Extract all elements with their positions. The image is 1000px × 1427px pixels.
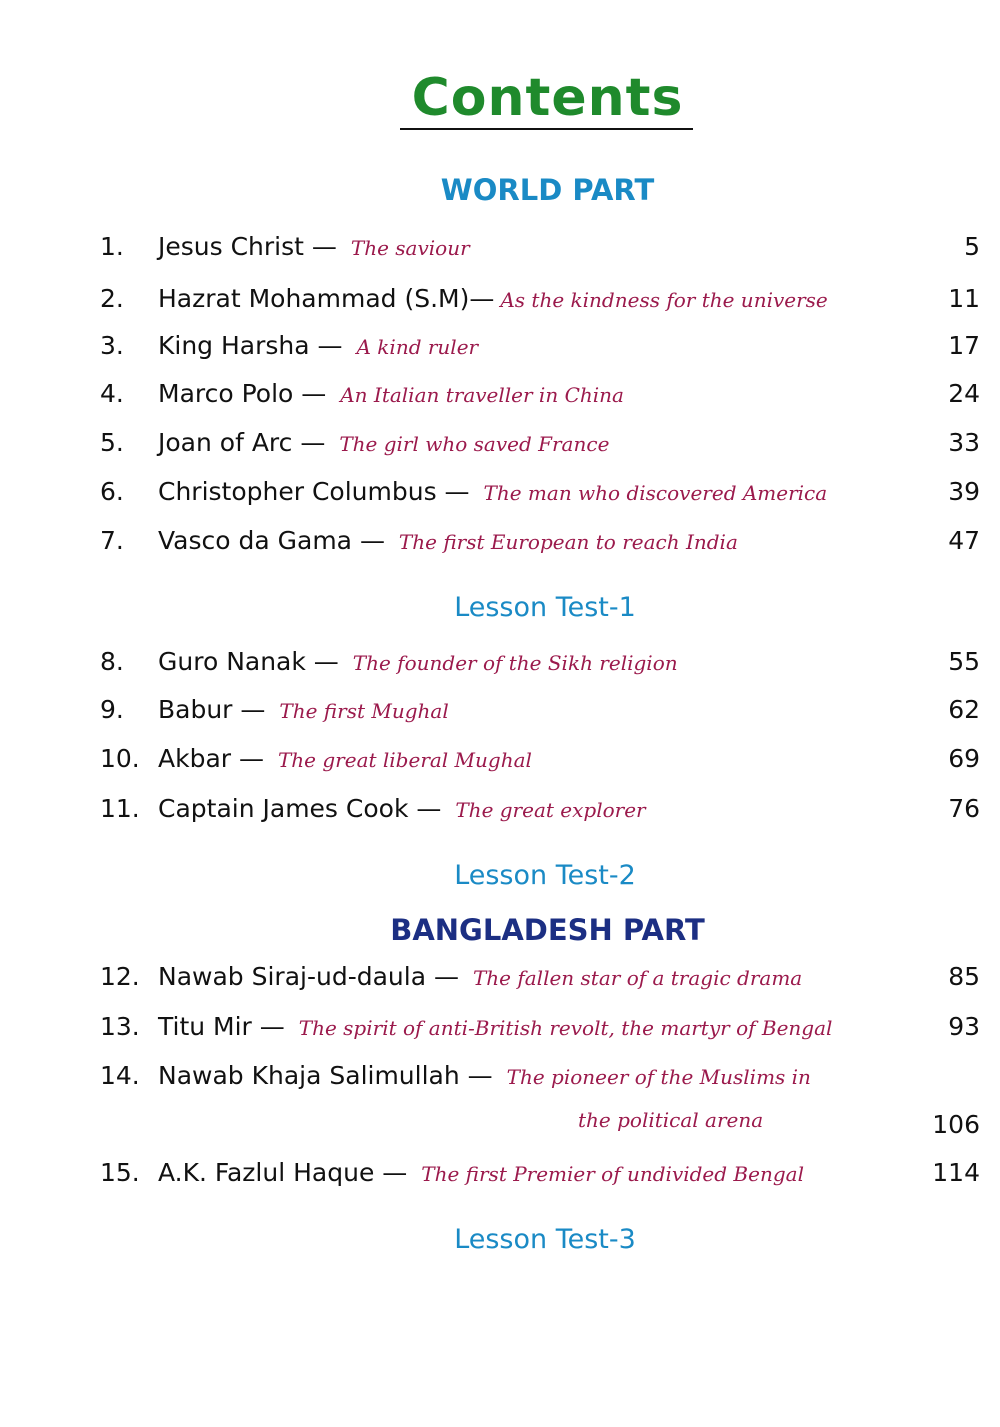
entry-title-line — [158, 526, 738, 555]
toc-entry[interactable] — [100, 477, 980, 517]
lesson-test-3-link[interactable]: Lesson Test-3 — [454, 1224, 636, 1255]
entry-title-line — [158, 744, 532, 773]
entry-title-line — [158, 284, 828, 313]
entry-number: 10. — [100, 744, 140, 773]
entry-number: 4. — [100, 379, 124, 408]
entry-number: 1. — [100, 232, 124, 261]
entry-separator: — — [309, 331, 351, 360]
bangladesh-part-heading: BANGLADESH PART — [390, 913, 705, 947]
entry-number: 6. — [100, 477, 124, 506]
entry-page-number: 76 — [948, 794, 980, 823]
entry-name: Christopher Columbus — [158, 477, 437, 506]
entry-title-line — [158, 1061, 811, 1090]
entry-separator: — — [374, 1158, 416, 1187]
entry-description: The spirit of anti-British revolt, the martyr of Bengal — [298, 1016, 833, 1040]
toc-entry[interactable] — [100, 331, 980, 371]
entry-separator: — — [436, 477, 478, 506]
entry-page-number: 39 — [948, 477, 980, 506]
entry-description: The first Premier of undivided Bengal — [421, 1162, 804, 1186]
entry-description: The great liberal Mughal — [277, 748, 532, 772]
entry-name: Hazrat Mohammad (S.M) — [158, 284, 470, 313]
toc-entry[interactable] — [100, 379, 980, 419]
entry-name: Akbar — [158, 744, 232, 773]
toc-entry[interactable] — [100, 1061, 980, 1151]
entry-title-line — [158, 331, 478, 360]
entry-page-number: 62 — [948, 695, 980, 724]
entry-title-line — [158, 1012, 832, 1041]
entry-number: 9. — [100, 695, 124, 724]
entry-separator: — — [305, 647, 347, 676]
entry-page-number: 24 — [948, 379, 980, 408]
entry-separator: — — [232, 695, 274, 724]
entry-page-number: 106 — [932, 1110, 980, 1139]
entry-title-line — [158, 647, 678, 676]
entry-separator: — — [469, 284, 495, 313]
entry-separator: — — [231, 744, 272, 773]
entry-name: Captain James Cook — [158, 794, 409, 823]
toc-entry[interactable] — [100, 695, 980, 735]
entry-number: 3. — [100, 331, 124, 360]
entry-separator: — — [292, 428, 334, 457]
entry-page-number: 11 — [948, 284, 980, 313]
toc-entry[interactable] — [100, 1158, 980, 1198]
toc-entry[interactable] — [100, 284, 980, 324]
world-part-heading: WORLD PART — [440, 173, 655, 207]
entry-number: 14. — [100, 1061, 140, 1090]
entry-description: As the kindness for the universe — [500, 288, 828, 312]
entry-title-line — [158, 428, 609, 457]
entry-title-line — [158, 962, 802, 991]
entry-page-number: 55 — [948, 647, 980, 676]
toc-entry[interactable] — [100, 794, 980, 834]
entry-number: 15. — [100, 1158, 140, 1187]
entry-name: Nawab Siraj-ud-daula — [158, 962, 427, 991]
entry-title-line — [158, 477, 827, 506]
lesson-test-1-link[interactable]: Lesson Test-1 — [454, 592, 636, 623]
entry-description: The founder of the Sikh religion — [352, 651, 678, 675]
toc-entry[interactable] — [100, 526, 980, 566]
entry-separator: — — [426, 962, 467, 991]
entry-description: The fallen star of a tragic drama — [472, 966, 803, 990]
entry-description: The girl who saved France — [339, 432, 610, 456]
entry-number: 12. — [100, 962, 140, 991]
entry-page-number: 17 — [948, 331, 980, 360]
entry-name: Nawab Khaja Salimullah — [158, 1061, 460, 1090]
toc-entry[interactable] — [100, 744, 980, 784]
entry-name: Vasco da Gama — [158, 526, 352, 555]
entry-title-line — [158, 232, 470, 261]
entry-separator: — — [251, 1012, 293, 1041]
entry-separator: — — [352, 526, 393, 555]
toc-entry[interactable] — [100, 232, 980, 272]
entry-number: 11. — [100, 794, 140, 823]
entry-page-number: 33 — [948, 428, 980, 457]
entry-number: 13. — [100, 1012, 140, 1041]
entry-description: The saviour — [350, 236, 470, 260]
toc-entry[interactable] — [100, 962, 980, 1002]
entry-number: 8. — [100, 647, 124, 676]
entry-number: 2. — [100, 284, 124, 313]
entry-name: Marco Polo — [158, 379, 294, 408]
toc-entry[interactable] — [100, 647, 980, 687]
page-title: Contents — [411, 68, 684, 128]
entry-page-number: 69 — [948, 744, 980, 773]
entry-name: Titu Mir — [158, 1012, 252, 1041]
entry-page-number: 114 — [932, 1158, 980, 1187]
toc-entry[interactable] — [100, 1012, 980, 1052]
entry-description: A kind ruler — [356, 335, 479, 359]
entry-page-number: 85 — [948, 962, 980, 991]
title-underline — [400, 128, 693, 130]
entry-separator: — — [293, 379, 335, 408]
entry-page-number: 47 — [948, 526, 980, 555]
lesson-test-2-link[interactable]: Lesson Test-2 — [454, 860, 636, 891]
entry-title-line — [158, 1158, 804, 1187]
entry-page-number: 5 — [964, 232, 980, 261]
entry-separator: — — [459, 1061, 501, 1090]
entry-page-number: 93 — [948, 1012, 980, 1041]
entry-description-continued: the political arena — [578, 1108, 764, 1132]
toc-entry[interactable] — [100, 428, 980, 468]
entry-name: Joan of Arc — [158, 428, 293, 457]
entry-title-line — [158, 379, 624, 408]
entry-name: Guro Nanak — [158, 647, 306, 676]
entry-title-line — [158, 695, 449, 724]
entry-name: Babur — [158, 695, 233, 724]
entry-description: The first Mughal — [279, 699, 449, 723]
entry-description: The man who discovered America — [483, 481, 828, 505]
entry-description: The great explorer — [455, 798, 646, 822]
entry-name: King Harsha — [158, 331, 310, 360]
entry-description: An Italian traveller in China — [340, 383, 624, 407]
entry-name: A.K. Fazlul Haque — [158, 1158, 375, 1187]
entry-description: The pioneer of the Muslims in — [506, 1065, 811, 1089]
entry-description: The first European to reach India — [398, 530, 738, 554]
entry-number: 7. — [100, 526, 124, 555]
entry-number: 5. — [100, 428, 124, 457]
entry-separator: — — [408, 794, 450, 823]
entry-separator: — — [303, 232, 345, 261]
entry-title-line — [158, 794, 646, 823]
entry-name: Jesus Christ — [158, 232, 304, 261]
